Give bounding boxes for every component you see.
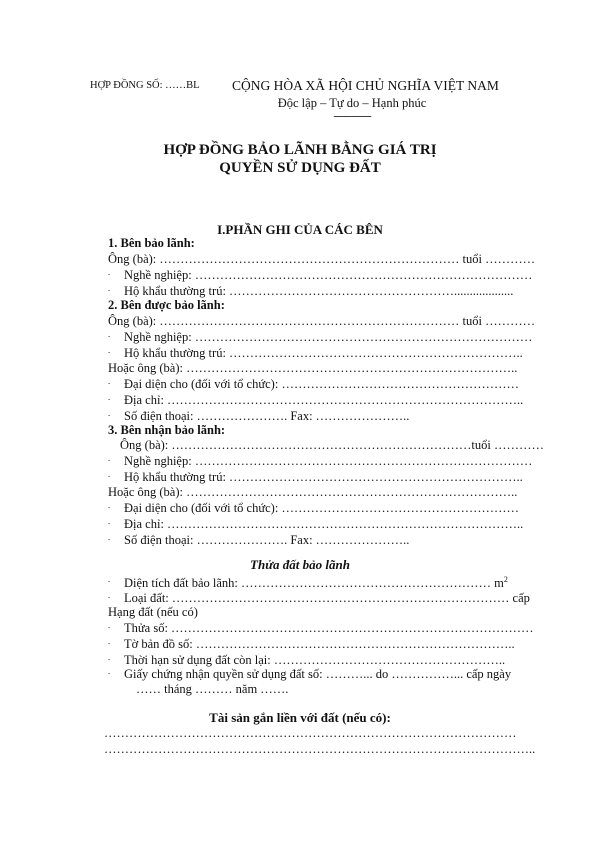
receiver-address-field: Địa chỉ: ………………………………………………………………………….. xyxy=(124,517,524,531)
receiver-label: 3. Bên nhận bảo lãnh: xyxy=(108,423,226,437)
guarantor-name-field: Ông (bà): ……………………………………………………………… tuổi ………… xyxy=(108,252,536,266)
bullet: - xyxy=(108,456,111,464)
bullet: - xyxy=(108,519,111,527)
guaranteed-name-field: Ông (bà): ……………………………………………………………… tuổi ………… xyxy=(108,314,536,328)
contract-number: HỢP ĐỒNG SỐ: ……BL xyxy=(90,80,200,91)
bullet: - xyxy=(108,270,111,278)
receiver-phone-field: Số điện thoại: …………………. Fax: ………………….. xyxy=(124,533,410,547)
land-type-field: Loại đất: ……………………………………………………………………… cấp xyxy=(124,591,530,605)
bullet: - xyxy=(108,286,111,294)
guaranteed-address-field: Địa chỉ: ………………………………………………………………………….. xyxy=(124,393,524,407)
national-motto: Độc lập – Tự do – Hạnh phúc xyxy=(277,96,427,110)
bullet: - xyxy=(108,639,111,647)
bullet: - xyxy=(108,472,111,480)
bullet: - xyxy=(108,395,111,403)
section-heading: I.PHẦN GHI CỦA CÁC BÊN xyxy=(217,222,383,237)
national-title: CỘNG HÒA XÃ HỘI CHỦ NGHĨA VIỆT NAM xyxy=(232,78,499,93)
bullet: - xyxy=(108,655,111,663)
guarantor-label: 1. Bên bảo lãnh: xyxy=(108,236,195,250)
receiver-residence-field: Hộ khẩu thường trú: …………………………………………………………….. xyxy=(124,470,523,484)
guaranteed-or-field: Hoặc ông (bà): …………………………………………………………………….. xyxy=(108,361,518,375)
guaranteed-residence-field: Hộ khẩu thường trú: …………………………………………………………….. xyxy=(124,346,523,360)
receiver-rep-field: Đại diện cho (đối với tổ chức): ………………………………………………… xyxy=(124,501,519,515)
assets-line-2: ………………………………………………………………………………………….. xyxy=(104,742,536,756)
plot-number-field: Thửa số: …………………………………………………………………………… xyxy=(124,621,534,635)
guaranteed-phone-field: Số điện thoại: …………………. Fax: ………………….. xyxy=(124,409,410,423)
document-title-line1: HỢP ĐỒNG BẢO LÃNH BẰNG GIÁ TRỊ xyxy=(163,142,437,158)
bullet: - xyxy=(108,379,111,387)
bullet: - xyxy=(108,593,111,601)
guarantor-job-field: Nghề nghiệp: ……………………………………………………………………… xyxy=(124,268,533,282)
guaranteed-label: 2. Bên được bảo lãnh: xyxy=(108,298,225,312)
guaranteed-job-field: Nghề nghiệp: ……………………………………………………………………… xyxy=(124,330,533,344)
bullet: - xyxy=(108,669,111,677)
bullet: - xyxy=(108,348,111,356)
land-area-text: Diện tích đất bảo lãnh: …………………………………………………… m xyxy=(124,576,504,591)
receiver-or-field: Hoặc ông (bà): …………………………………………………………………….. xyxy=(108,485,518,499)
certificate-field-line2: …… tháng ……… năm ……. xyxy=(136,682,289,696)
receiver-job-field: Nghề nghiệp: ……………………………………………………………………… xyxy=(124,454,533,468)
bullet: - xyxy=(108,535,111,543)
bullet: - xyxy=(108,411,111,419)
bullet: - xyxy=(108,332,111,340)
remaining-term-field: Thời hạn sử dụng đất còn lại: ……………………………………………….. xyxy=(124,653,506,667)
map-sheet-field: Tờ bản đồ số: ………………………………………………………………….. xyxy=(124,637,515,651)
land-area-unit-superscript: 2 xyxy=(503,575,508,584)
header-rule: -------------- xyxy=(333,110,371,122)
guaranteed-rep-field: Đại diện cho (đối với tổ chức): ………………………………………………… xyxy=(124,377,519,391)
assets-line-1: ……………………………………………………………………………………… xyxy=(104,726,517,740)
guarantor-residence-field: Hộ khẩu thường trú: ………………………………………………................... xyxy=(124,284,514,298)
land-heading: Thửa đất bảo lãnh xyxy=(250,557,350,572)
assets-heading: Tài sản gắn liền với đất (nếu có): xyxy=(209,710,391,725)
land-area-field xyxy=(124,575,508,591)
receiver-name-field: Ông (bà): ………………………………………………………………tuổi ………… xyxy=(120,438,544,452)
bullet: - xyxy=(108,623,111,631)
bullet: - xyxy=(108,577,111,585)
document-title-line2: QUYỀN SỬ DỤNG ĐẤT xyxy=(219,160,381,176)
certificate-field-line1: Giấy chứng nhận quyền sử dụng đất số: ………... do ……………... cấp ngày xyxy=(124,667,512,681)
bullet: - xyxy=(108,503,111,511)
land-grade-label: Hạng đất (nếu có) xyxy=(108,605,198,619)
